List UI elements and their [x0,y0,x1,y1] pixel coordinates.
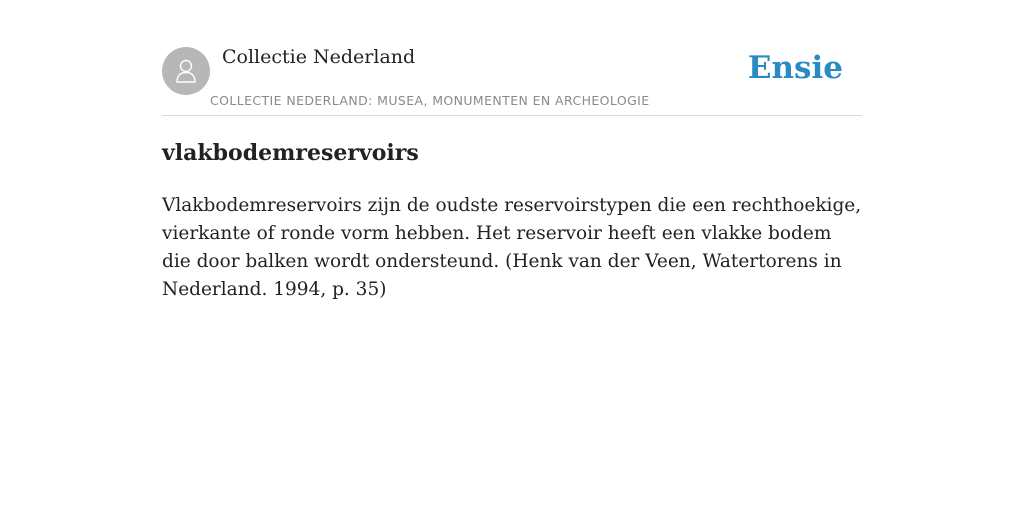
avatar[interactable] [162,47,210,95]
user-icon [171,56,201,86]
article-title: vlakbodemreservoirs [162,140,419,166]
source-label[interactable]: COLLECTIE NEDERLAND: MUSEA, MONUMENTEN EN ARCHEOLOGIE [210,93,650,108]
author-name[interactable]: Collectie Nederland [222,46,416,68]
header [162,40,862,116]
brand-logo[interactable]: Ensie [747,50,843,86]
article-body: Vlakbodemreservoirs zijn de oudste reservoirstypen die een rechthoekige, vierkante of ronde vorm hebben. Het reservoir heeft een vlakke bodem die door balken wordt ondersteund. (Henk van der Veen, Watertorens in Nederland. 1994, p. 35) [162,195,862,300]
